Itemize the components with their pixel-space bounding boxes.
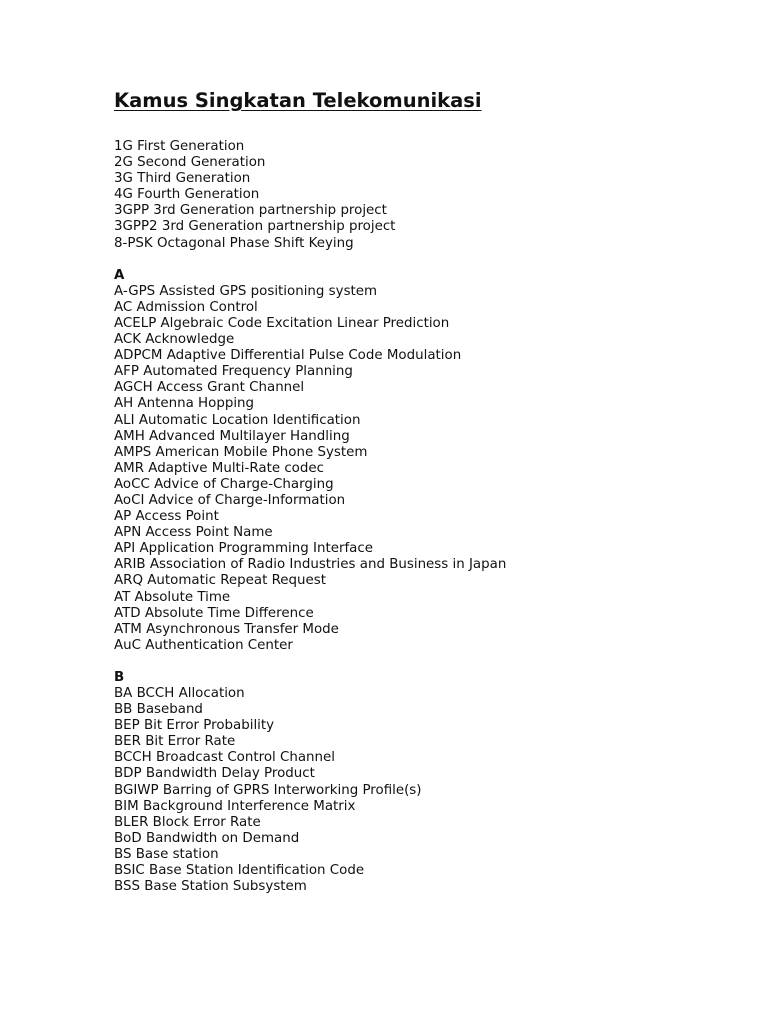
list-item: AH Antenna Hopping — [114, 396, 255, 412]
list-item: 8-PSK Octagonal Phase Shift Keying — [114, 235, 354, 251]
list-item: ACK Acknowledge — [114, 332, 235, 348]
list-item: ADPCM Adaptive Differential Pulse Code Modulation — [114, 348, 462, 364]
list-item: ARQ Automatic Repeat Request — [114, 573, 326, 589]
list-item: ATD Absolute Time Difference — [114, 605, 314, 621]
list-item: BIM Background Interference Matrix — [114, 798, 356, 814]
list-item: 3GPP2 3rd Generation partnership project — [114, 219, 396, 235]
list-item: AoCI Advice of Charge-Information — [114, 492, 346, 508]
list-item: BA BCCH Allocation — [114, 686, 245, 701]
list-item: 4G Fourth Generation — [114, 187, 260, 203]
list-item: BER Bit Error Rate — [114, 734, 236, 750]
list-item: ATM Asynchronous Transfer Mode — [114, 621, 339, 637]
list-item: BoD Bandwidth on Demand — [114, 830, 300, 846]
list-item: BGIWP Barring of GPRS Interworking Profile(s) — [114, 782, 422, 798]
list-item: ARIB Association of Radio Industries and Business in Japan — [114, 557, 507, 573]
list-item: BEP Bit Error Probability — [114, 718, 275, 734]
document-page — [114, 88, 734, 895]
section-heading: B — [114, 669, 125, 685]
list-item: AC Admission Control — [114, 299, 258, 315]
list-item: BDP Bandwidth Delay Product — [114, 766, 315, 782]
list-item: API Application Programming Interface — [114, 541, 373, 557]
numeric-entry-list — [114, 139, 734, 252]
entry-list-a — [114, 284, 734, 654]
list-item: BSS Base Station Subsystem — [114, 879, 307, 895]
list-item: BS Base station — [114, 846, 219, 862]
list-item: AT Absolute Time — [114, 589, 231, 605]
entry-list-b — [114, 686, 734, 895]
section-a — [114, 268, 734, 654]
list-item: APN Access Point Name — [114, 525, 273, 541]
list-item: AuC Authentication Center — [114, 637, 293, 653]
list-item: AMR Adaptive Multi-Rate codec — [114, 460, 324, 476]
list-item: BB Baseband — [114, 702, 203, 718]
list-item: AoCC Advice of Charge-Charging — [114, 476, 334, 492]
list-item: 2G Second Generation — [114, 155, 266, 171]
list-item: ACELP Algebraic Code Excitation Linear Prediction — [114, 315, 450, 331]
list-item: BLER Block Error Rate — [114, 814, 261, 830]
list-item: 3GPP 3rd Generation partnership project — [114, 203, 387, 219]
list-item: AGCH Access Grant Channel — [114, 380, 305, 396]
list-item: AMPS American Mobile Phone System — [114, 444, 368, 460]
list-item: BSIC Base Station Identification Code — [114, 863, 365, 879]
section-heading: A — [114, 267, 125, 283]
list-item: AP Access Point — [114, 509, 219, 525]
list-item: 1G First Generation — [114, 139, 245, 154]
page-title: Kamus Singkatan Telekomunikasi — [114, 89, 482, 112]
list-item: 3G Third Generation — [114, 171, 251, 187]
list-item: AFP Automated Frequency Planning — [114, 364, 353, 380]
list-item: AMH Advanced Multilayer Handling — [114, 428, 350, 444]
list-item: ALI Automatic Location Identification — [114, 412, 361, 428]
section-b — [114, 670, 734, 895]
list-item: BCCH Broadcast Control Channel — [114, 750, 335, 766]
list-item: A-GPS Assisted GPS positioning system — [114, 283, 378, 299]
